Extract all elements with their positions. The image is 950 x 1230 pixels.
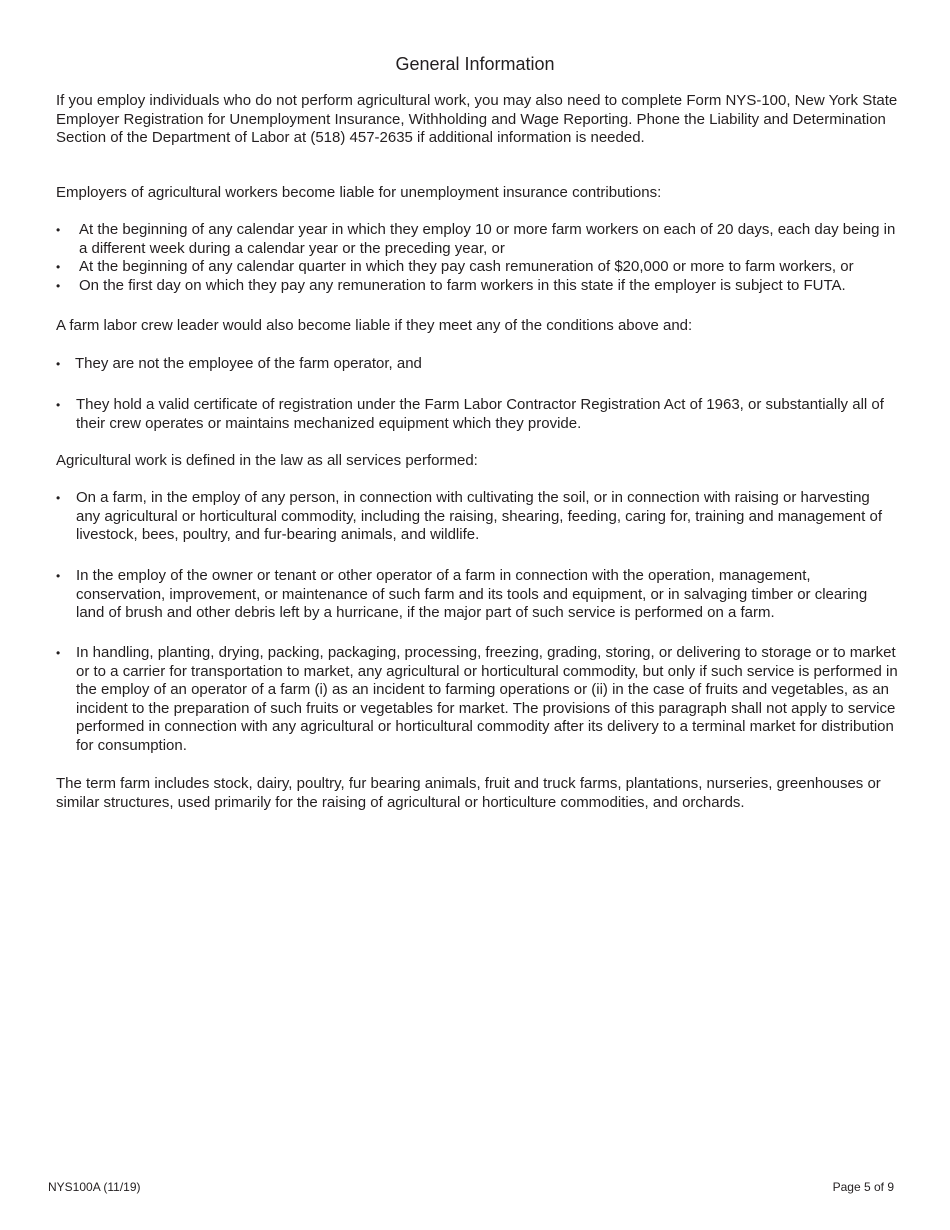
liable-item: [56, 221, 898, 258]
crew-item: [56, 355, 898, 374]
ag-item-text: On a farm, in the employ of any person, in connection with cultivating the soil, or in connection with raising or harvesting any agricultural or horticultural commodity, including the raising, shearing, feeding, caring for, training and management of livestock, bees, poultry, and fur-bearing animals, and wildlife.: [76, 489, 882, 544]
liable-item-text: At the beginning of any calendar year in which they employ 10 or more farm workers on each of 20 days, each day being in a different week during a calendar year or the preceding year, or: [79, 221, 896, 257]
ag-item: [56, 489, 898, 545]
bullet-icon: •: [56, 398, 61, 412]
ag-item: [56, 567, 898, 623]
bullet-icon: •: [56, 569, 61, 583]
liable-item: [56, 258, 898, 277]
bullet-icon: •: [56, 491, 61, 505]
ag-heading: Agricultural work is defined in the law as all services performed:: [56, 452, 478, 469]
liable-item-text: At the beginning of any calendar quarter in which they pay cash remuneration of $20,000 or more to farm workers, or: [79, 258, 854, 275]
liable-item: [56, 277, 898, 296]
crew-item-text: They are not the employee of the farm operator, and: [75, 355, 422, 372]
form-id: NYS100A (11/19): [48, 1180, 141, 1194]
liable-heading: Employers of agricultural workers become liable for unemployment insurance contributions:: [56, 184, 662, 201]
bullet-icon: •: [56, 279, 61, 293]
ag-item-text: In handling, planting, drying, packing, packaging, processing, freezing, grading, storing, or delivering to storage or to market or to a carrier for transportation to market, any agricultural or horticultural commodity, but only if such service is performed in the employ of an operator of a farm (i) as an incident to farming operations or (ii) in the case of fruits and vegetables, as an incident to the preparation of such fruits or vegetables for market. The provisions of this paragraph shall not apply to service performed in connection with any agricultural or horticultural commodity after its delivery to a terminal market for distribution for consumption.: [76, 644, 898, 754]
liable-item-text: On the first day on which they pay any remuneration to farm workers in this state if the employer is subject to FUTA.: [79, 277, 846, 294]
intro-paragraph: If you employ individuals who do not perform agricultural work, you may also need to complete Form NYS-100, New York State Employer Registration for Unemployment Insurance, Withholding and Wage Reporting. Phone the Liability and Determination Section of the Department of Labor at (518) 457-2635 if additional information is needed.: [56, 92, 898, 147]
bullet-icon: •: [56, 646, 61, 660]
page-title: General Information: [395, 54, 555, 74]
bullet-icon: •: [56, 260, 61, 274]
crew-item-text: They hold a valid certificate of registration under the Farm Labor Contractor Registration Act of 1963, or substantially all of their crew operates or maintains mechanized equipment which they provide.: [76, 396, 884, 432]
ag-item-text: In the employ of the owner or tenant or other operator of a farm in connection with the operation, management, conservation, improvement, or maintenance of such farm and its tools and equipment, or in salvaging timber or clearing land of brush and other debris left by a hurricane, if the major part of such service is performed on a farm.: [76, 567, 868, 622]
bullet-icon: •: [56, 223, 61, 237]
crew-heading: A farm labor crew leader would also become liable if they meet any of the conditions above and:: [56, 317, 693, 334]
bullet-icon: •: [56, 357, 61, 371]
farm-definition: The term farm includes stock, dairy, poultry, fur bearing animals, fruit and truck farms, plantations, nurseries, greenhouses or similar structures, used primarily for the raising of agricultural or horticulture commodities, and orchards.: [56, 775, 881, 811]
page-number: Page 5 of 9: [832, 1180, 894, 1194]
crew-item: [56, 396, 898, 433]
ag-item: [56, 644, 898, 756]
